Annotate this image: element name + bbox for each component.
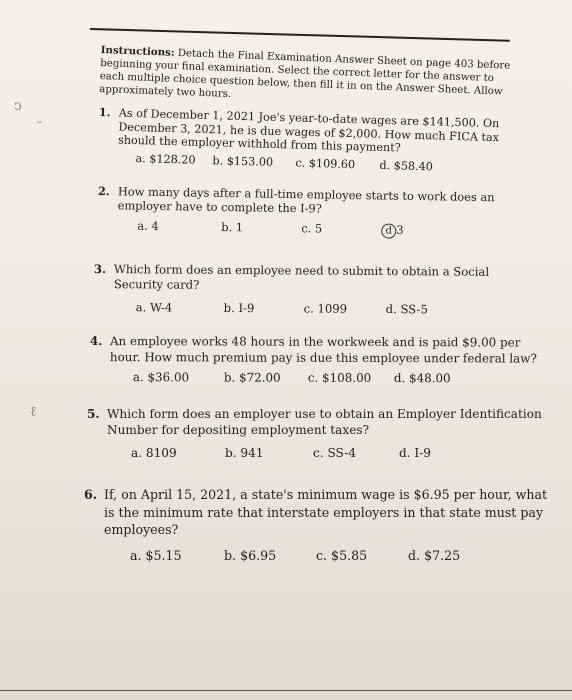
margin-mark: ↄ [14,98,22,114]
option-a[interactable]: a. W-4 [135,300,173,315]
option-b[interactable]: b. 941 [225,446,264,460]
instructions-text: Detach the Final Examination Answer Sheet on page 403 before beginning your final examination. Select the correct letter for the answer to each multiple choice question below, then fill it in on the Answer Sheet. Allow approximately two hours. [99,47,511,101]
bottom-rule [0,690,572,691]
instructions-lead: Instructions: [100,44,175,59]
option-b[interactable]: b. I-9 [223,300,255,316]
margin-mark: ˘ [36,120,43,136]
option-a[interactable]: a. 4 [137,218,159,233]
question-6 [84,486,558,563]
option-a[interactable]: a. 8109 [131,446,177,460]
option-b[interactable]: b. 1 [221,219,244,235]
question-number: 3. [93,262,107,277]
question-number: 1. [98,105,111,120]
question-number: 2. [97,184,110,199]
option-b[interactable]: b. $72.00 [223,370,281,385]
answer-options [84,547,558,563]
option-d-label: 3 [396,222,404,237]
option-d[interactable]: d. $7.25 [408,547,461,563]
question-number: 6. [84,487,98,502]
question-4 [90,334,550,388]
question-5 [87,406,553,461]
question-text: Which form does an employee need to submit to obtain a Social Security card? [113,262,490,292]
answer-options [97,218,537,241]
instructions-block [99,44,511,112]
option-c[interactable]: c. 5 [301,221,323,236]
question-2 [97,184,538,241]
option-a[interactable]: a. $5.15 [130,547,182,563]
question-1 [97,106,539,179]
option-a[interactable]: a. $36.00 [132,370,190,385]
question-text: Which form does an employer use to obtain an Employer Identification Number for depositing employment taxes? [107,407,542,437]
question-3 [94,262,534,319]
option-d[interactable]: d. $48.00 [393,371,451,386]
option-c[interactable]: c. SS-4 [313,446,357,460]
margin-mark: ℓ [30,404,37,420]
option-c[interactable]: c. $5.85 [316,547,368,563]
option-b[interactable]: b. $153.00 [212,153,274,169]
question-text: If, on April 15, 2021, a state's minimum wage is $6.95 per hour, what is the minimum rate that interstate employers in that state must pay employees? [104,487,548,537]
answer-options [94,300,534,319]
question-text: An employee works 48 hours in the workweek and is paid $9.00 per hour. How much premium pay is due this employee under federal law? [109,334,537,366]
question-text: As of December 1, 2021 Joe's year-to-date wages are $141,500. On December 3, 2021, he is due wages of $2,000. How much FICA tax should the employer withhold from this payment? [117,106,500,155]
option-c[interactable]: c. $109.60 [295,156,356,171]
option-d[interactable]: d. I-9 [399,446,431,460]
circled-answer-mark: d [381,223,396,238]
question-number: 4. [89,334,103,349]
question-number: 5. [87,407,100,421]
option-c[interactable]: c. $108.00 [307,370,372,385]
option-b[interactable]: b. $6.95 [224,547,277,563]
question-text: How many days after a full-time employee starts to work does an employer have to complete the I-9? [117,184,495,216]
top-rule [90,28,510,42]
option-c[interactable]: c. 1099 [303,301,348,316]
answer-options [90,370,550,388]
option-a[interactable]: a. $128.20 [135,151,196,167]
option-d[interactable]: d. $58.40 [379,158,434,173]
option-d[interactable]: d. SS-5 [385,302,428,317]
option-d[interactable] [381,222,403,238]
answer-options [87,445,553,461]
